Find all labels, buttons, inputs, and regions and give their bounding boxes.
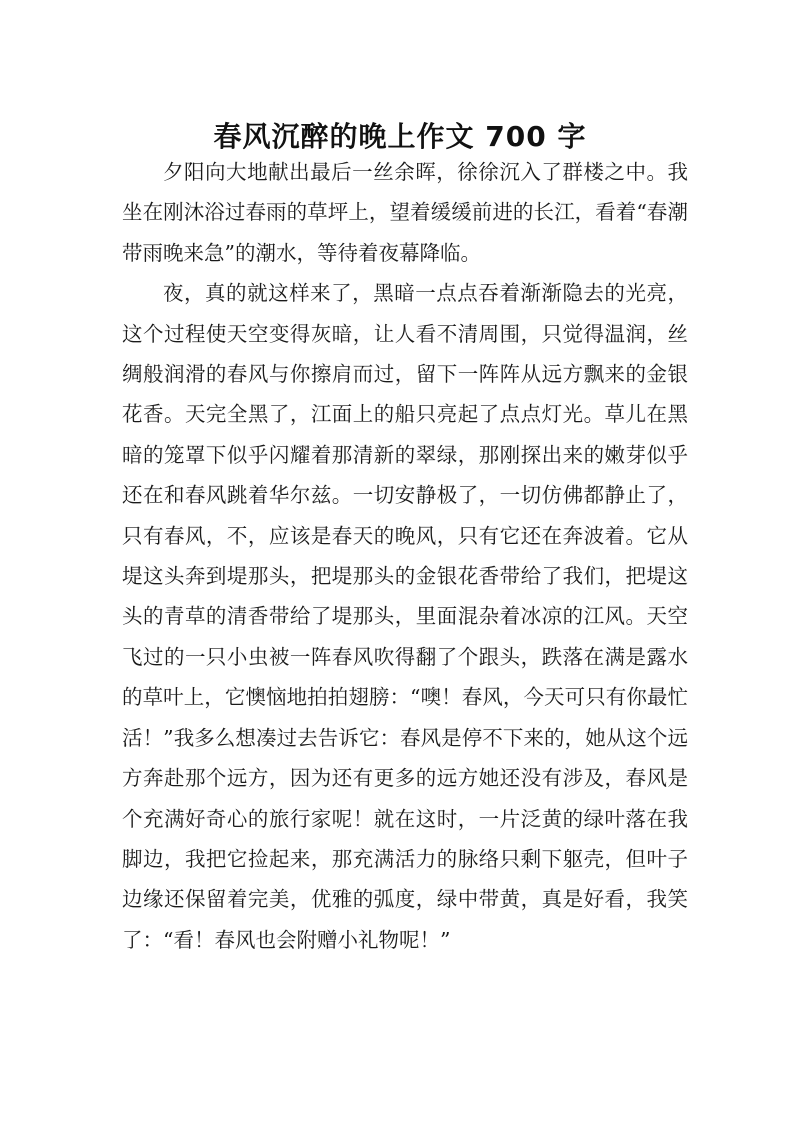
document-title: 春风沉醉的晚上作文 700 字 (213, 119, 587, 153)
paragraph-1: 夕阳向大地献出最后一丝余晖，徐徐沉入了群楼之中。我坐在刚沐浴过春雨的草坪上，望着缓缓前进的长江，看着“春潮带雨晚来急”的潮水，等待着夜幕降临。 (122, 160, 688, 265)
paragraph-2: 夜，真的就这样来了，黑暗一点点吞着渐渐隐去的光亮，这个过程使天空变得灰暗，让人看不清周围，只觉得温润，丝绸般润滑的春风与你擦肩而过，留下一阵阵从远方飘来的金银花香。天完全黑了，江面上的船只亮起了点点灯光。草儿在黑暗的笼罩下似乎闪耀着那清新的翠绿，那刚探出来的嫩芽似乎还在和春风跳着华尔兹。一切安静极了，一切仿佛都静止了，只有春风，不，应该是春天的晚风，只有它还在奔波着。它从堤这头奔到堤那头，把堤那头的金银花香带给了我们，把堤这头的青草的清香带给了堤那头，里面混杂着冰凉的江风。天空飞过的一只小虫被一阵春风吹得翻了个跟头，跌落在满是露水的草叶上，它懊恼地拍拍翅膀：“噢！春风，今天可只有你最忙活！”我多么想凑过去告诉它：春风是停不下来的，她从这个远方奔赴那个远方，因为还有更多的远方她还没有涉及，春风是个充满好奇心的旅行家呢！就在这时，一片泛黄的绿叶落在我脚边，我把它捡起来，那充满活力的脉络只剩下躯壳，但叶子边缘还保留着完美，优雅的弧度，绿中带黄，真是好看，我笑了：“看！春风也会附赠小礼物呢！” (122, 281, 688, 952)
document-body (122, 152, 688, 960)
